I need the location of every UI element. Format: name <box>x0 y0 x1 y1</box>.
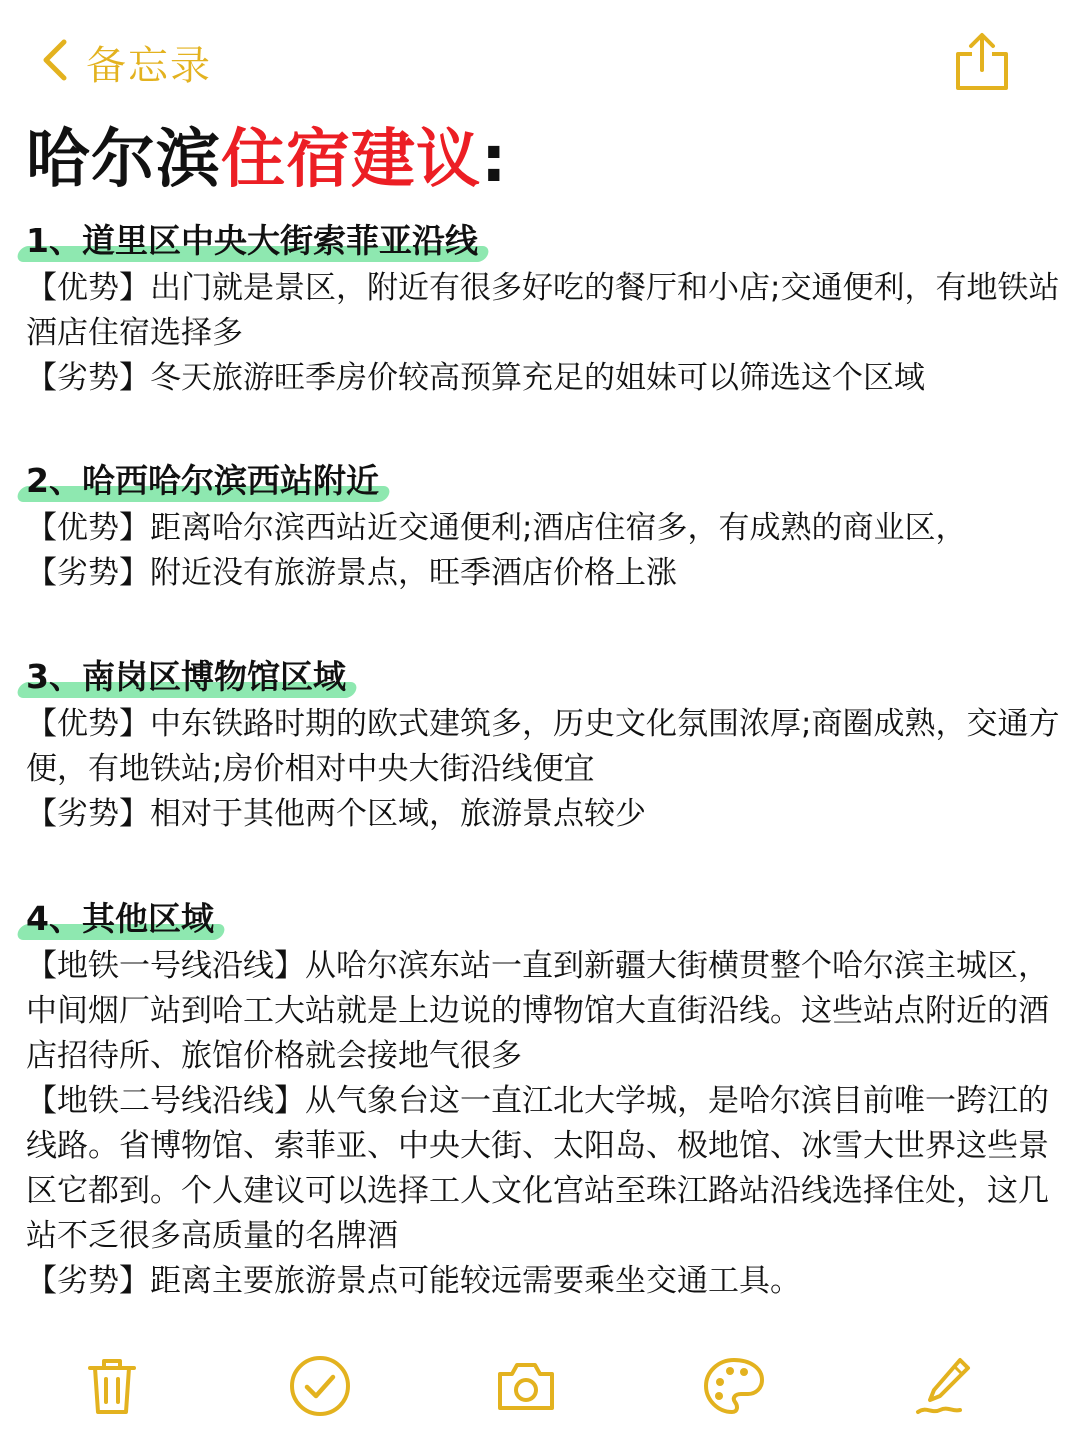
pros-text: 【优势】出门就是景区，附近有很多好吃的餐厅和小店;交通便利，有地铁站酒店住宿选择多 <box>26 270 1060 351</box>
cons-text: 【劣势】附近没有旅游景点，旺季酒店价格上涨 <box>26 555 677 591</box>
section-heading: 3、南岗区博物馆区域 <box>26 652 350 702</box>
trash-icon <box>78 1405 146 1424</box>
camera-icon <box>492 1405 560 1424</box>
metro-line-1-text: 【地铁一号线沿线】从哈尔滨东站一直到新疆大街横贯整个哈尔滨主城区，中间烟厂站到哈工大站就是上边说的博物馆大直街沿线。这些站点附近的酒店招待所、旅馆价格就会接地气很多 <box>26 948 1049 1074</box>
pen-icon <box>910 1405 978 1424</box>
checklist-button[interactable] <box>286 1352 354 1420</box>
camera-button[interactable] <box>492 1352 560 1420</box>
section-heading: 1、道里区中央大街索菲亚沿线 <box>26 216 482 266</box>
section-daoli <box>26 216 1066 456</box>
note-body[interactable] <box>26 216 1066 1304</box>
cons-text: 【劣势】相对于其他两个区域，旅游景点较少 <box>26 796 646 832</box>
back-label: 备忘录 <box>86 42 212 89</box>
pros-text: 【优势】距离哈尔滨西站近交通便利;酒店住宿多，有成熟的商业区， <box>26 510 967 546</box>
chevron-left-icon <box>38 36 72 88</box>
delete-button[interactable] <box>78 1352 146 1420</box>
section-haxi <box>26 456 1066 652</box>
section-nangang <box>26 652 1066 894</box>
note-title <box>26 108 508 200</box>
markup-button[interactable] <box>910 1352 978 1420</box>
section-heading: 4、其他区域 <box>26 894 218 944</box>
top-navigation-bar <box>0 0 1080 120</box>
back-button[interactable] <box>38 34 212 90</box>
section-other <box>26 894 1066 1304</box>
cons-text: 【劣势】冬天旅游旺季房价较高预算充足的姐妹可以筛选这个区域 <box>26 360 925 396</box>
palette-icon <box>700 1405 768 1424</box>
palette-button[interactable] <box>700 1352 768 1420</box>
title-prefix: 哈尔滨 <box>26 123 221 197</box>
share-icon <box>950 79 1014 98</box>
cons-text: 【劣势】距离主要旅游景点可能较远需要乘坐交通工具。 <box>26 1263 801 1299</box>
bottom-toolbar <box>0 1346 1080 1426</box>
metro-line-2-text: 【地铁二号线沿线】从气象台这一直江北大学城，是哈尔滨目前唯一跨江的线路。省博物馆、索菲亚、中央大街、太阳岛、极地馆、冰雪大世界这些景区它都到。个人建议可以选择工人文化宫站至珠江路站沿线选择住处，这几站不乏很多高质量的名牌酒 <box>26 1083 1049 1254</box>
section-heading: 2、哈西哈尔滨西站附近 <box>26 456 383 506</box>
pros-text: 【优势】中东铁路时期的欧式建筑多，历史文化氛围浓厚;商圈成熟，交通方便，有地铁站;房价相对中央大街沿线便宜 <box>26 706 1060 787</box>
title-suffix: : <box>481 123 508 197</box>
title-highlight: 住宿建议 <box>221 123 481 197</box>
checklist-icon <box>286 1405 354 1424</box>
share-button[interactable] <box>950 30 1014 94</box>
